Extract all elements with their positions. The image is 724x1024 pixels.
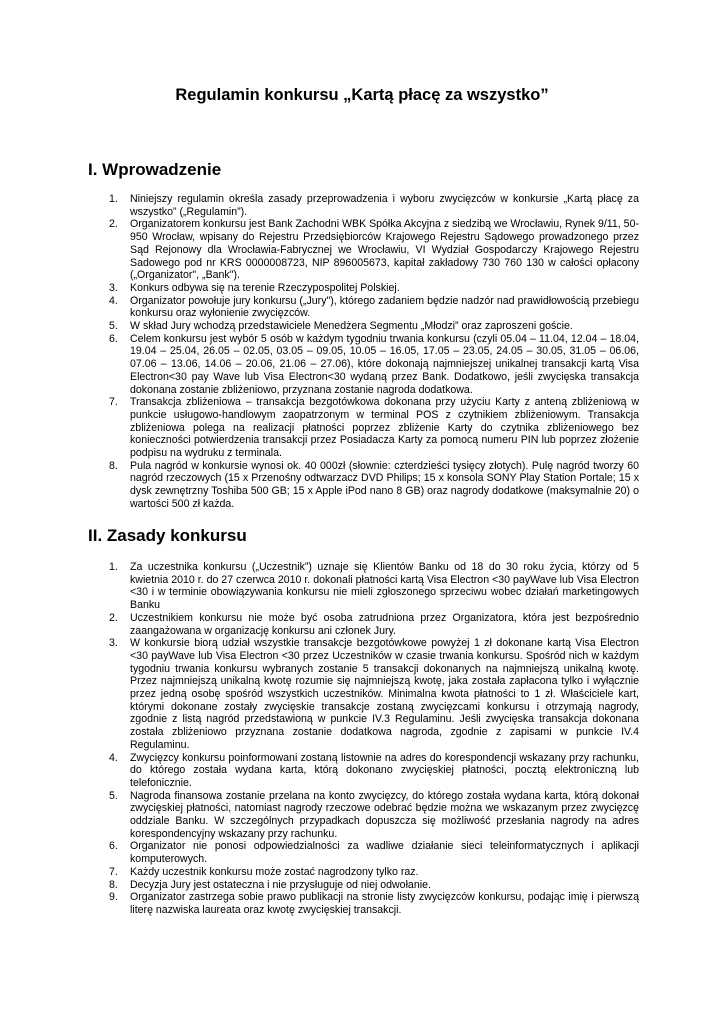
item-text: Uczestnikiem konkursu nie może być osoba zatrudniona przez Organizatora, która jest bezpośrednio zaangażowana w organizację konkursu ani członek Jury. [130, 611, 639, 637]
item-number: 7. [109, 396, 118, 409]
list-item [88, 561, 639, 612]
list-item [88, 460, 639, 511]
list-item [88, 790, 639, 841]
item-text: Za uczestnika konkursu („Uczestnik”) uznaje się Klientów Banku od 18 do 30 roku życia, którzy od 5 kwietnia 2010 r. do 27 czerwca 2010 r. dokonali płatności kartą Visa Electron <30 payWave lub Visa Electron <30 i w terminie obowiązywania konkursu nie mieli zgłoszonego sprzeciwu wobec działań marketingowych Banku [130, 561, 639, 612]
list-item [88, 295, 639, 320]
list-item [88, 282, 639, 295]
page-title: Regulamin konkursu „Kartą płacę za wszystko” [175, 86, 549, 104]
list-item [88, 866, 639, 879]
list-item [88, 879, 639, 892]
item-text: W konkursie biorą udział wszystkie transakcje bezgotówkowe powyżej 1 zł dokonane kartą Visa Electron <30 payWave lub Visa Electron <30 przez Uczestników w czasie trwania konkursu. Spośród nich w każdym tygodniu trwania konkursu wybranych zostanie 5 transakcji dokonanych na najmniejszą unikalną kwotę. Przez najmniejszą unikalną kwotę rozumie się najmniejszą kwotę, jaka została zapłacona tylko i wyłącznie przez jedną osobę spośród wszystkich uczestników. Minimalna kwota płatności to 1 zł. Właściciele kart, którymi dokonane zostały zwycięskie transakcje zostaną zwycięzcami konkursu i otrzymają nagrody, zgodnie z listą nagród przedstawioną w punkcie IV.3 Regulaminu. Jeśli zwycięska transakcja dokonana została zbliżeniowo przyznana zostanie dodatkowa nagroda, zgodnie z zapisami w punkcie IV.4 Regulaminu. [130, 637, 639, 751]
list-item [88, 891, 639, 916]
item-text: Nagroda finansowa zostanie przelana na konto zwycięzcy, do którego została wydana karta, którą dokonał zwycięskiej płatności, natomiast nagrody rzeczowe odebrać będzie można we wskazanym przez zwycięzcę oddziale Banku. W szczególnych przypadkach dopuszcza się możliwość przesłania nagrody na adres korespondencyjny wskazany przy rachunku. [130, 789, 639, 840]
list-item [88, 193, 639, 218]
item-text: W skład Jury wchodzą przedstawiciele Menedżera Segmentu „Młodzi” oraz zaproszeni goście. [130, 320, 573, 333]
item-number: 6. [109, 840, 118, 853]
item-number: 9. [109, 891, 118, 904]
item-number: 3. [109, 281, 118, 294]
item-number: 6. [109, 332, 118, 345]
item-number: 5. [109, 789, 118, 802]
item-text: Organizatorem konkursu jest Bank Zachodni WBK Spółka Akcyjna z siedzibą we Wrocławiu, Rynek 9/11, 50-950 Wrocław, wpisany do Rejestru Przedsiębiorców Krajowego Rejestru Sądowego prowadzonego przez Sąd Rejonowy dla Wrocławia-Fabrycznej we Wrocławiu, VI Wydział Gospodarczy Krajowego Rejestru Sadowego pod nr KRS 0000008723, NIP 896005673, kapitał zakładowy 730 760 130 w całości opłacony („Organizator", „Bank"). [130, 218, 639, 282]
item-text: Organizator zastrzega sobie prawo publikacji na stronie listy zwycięzców konkursu, podając imię i pierwszą literę nazwiska laureata oraz kwotę zwycięskiej transakcji. [130, 891, 639, 916]
item-text: Organizator powołuje jury konkursu („Jury"), którego zadaniem będzie nadzór nad prawidłowością przebiegu konkursu oraz wyłonienie zwycięzców. [130, 294, 639, 320]
item-number: 7. [109, 865, 118, 878]
list-item [88, 396, 639, 460]
item-number: 8. [109, 878, 118, 891]
item-text: Konkurs odbywa się na terenie Rzeczypospolitej Polskiej. [130, 281, 400, 294]
list-item [88, 752, 639, 790]
item-number: 2. [109, 218, 118, 231]
item-number: 4. [109, 294, 118, 307]
item-text: Każdy uczestnik konkursu może zostać nagrodzony tylko raz. [130, 865, 419, 878]
item-number: 4. [109, 751, 118, 764]
rules-list [88, 561, 639, 917]
item-text: Celem konkursu jest wybór 5 osób w każdym tygodniu trwania konkursu (czyli 05.04 – 11.04, 12.04 – 18.04, 19.04 – 25.04, 26.05 – 02.05, 03.05 – 09.05, 10.05 – 16.05, 17.05 – 23.05, 24.05 – 30.05, 31.05 – 06.06, 07.06 – 13.06, 14.06 – 20.06, 21.06 – 27.06), które dokonają najmniejszej unikalnej transakcji kartą Visa Electron<30 pay Wave lub Visa Electron<30 wydaną przez Bank. Dodatkowo, jeśli zwycięska transakcja dokonana zostanie zbliżeniowo, przyznana zostanie nagroda dodatkowa. [130, 332, 639, 396]
item-text: Pula nagród w konkursie wynosi ok. 40 000zł (słownie: czterdzieści tysięcy złotych). Pulę nagród tworzy 60 nagród rzeczowych (15 x Przenośny odtwarzacz DVD Philips; 15 x konsola SONY Play Station Portale; 15 x dysk zewnętrzny Toshiba 500 GB; 15 x Apple iPod nano 8 GB) oraz nagrody dodatkowe (maksymalnie 20) o wartości 500 zł każda. [130, 459, 639, 510]
introduction-list [88, 193, 639, 511]
item-number: 5. [109, 320, 118, 333]
section-heading-rules: II. Zasady konkursu [88, 526, 247, 545]
list-item [88, 333, 639, 397]
list-item [88, 320, 639, 333]
item-text: Organizator nie ponosi odpowiedzialności za wadliwe działanie sieci teleinformatycznych i aplikacji komputerowych. [130, 840, 639, 866]
item-text: Transakcja zbliżeniowa – transakcja bezgotówkowa dokonana przy użyciu Karty z anteną zbliżeniową w punkcie usługowo-handlowym zaopatrzonym w terminal POS z czytnikiem zbliżeniowym. Transakcja zbliżeniowa polega na realizacji płatności poprzez zbliżenie Karty do czytnika zbliżeniowego bez konieczności potwierdzenia transakcji przez Posiadacza Karty za pomocą numeru PIN lub poprzez złożenie podpisu na wydruku z terminala. [130, 396, 639, 460]
item-number: 1. [109, 193, 118, 205]
section-heading-introduction: I. Wprowadzenie [88, 160, 222, 179]
item-number: 8. [109, 459, 118, 472]
item-number: 1. [109, 561, 118, 573]
item-number: 3. [109, 637, 118, 650]
item-text: Decyzja Jury jest ostateczna i nie przysługuje od niej odwołanie. [130, 878, 431, 891]
item-text: Niniejszy regulamin określa zasady przeprowadzenia i wyboru zwycięzców w konkursie „Kartą płacę za wszystko” („Regulamin”). [130, 193, 639, 218]
list-item [88, 840, 639, 865]
list-item [88, 637, 639, 751]
list-item [88, 612, 639, 637]
list-item [88, 218, 639, 282]
item-number: 2. [109, 611, 118, 624]
item-text: Zwycięzcy konkursu poinformowani zostaną listownie na adres do korespondencji wskazany przy rachunku, do którego została wydana karta, którą dokonano zwycięskiej płatności, pocztą elektroniczną lub telefonicznie. [130, 751, 639, 789]
